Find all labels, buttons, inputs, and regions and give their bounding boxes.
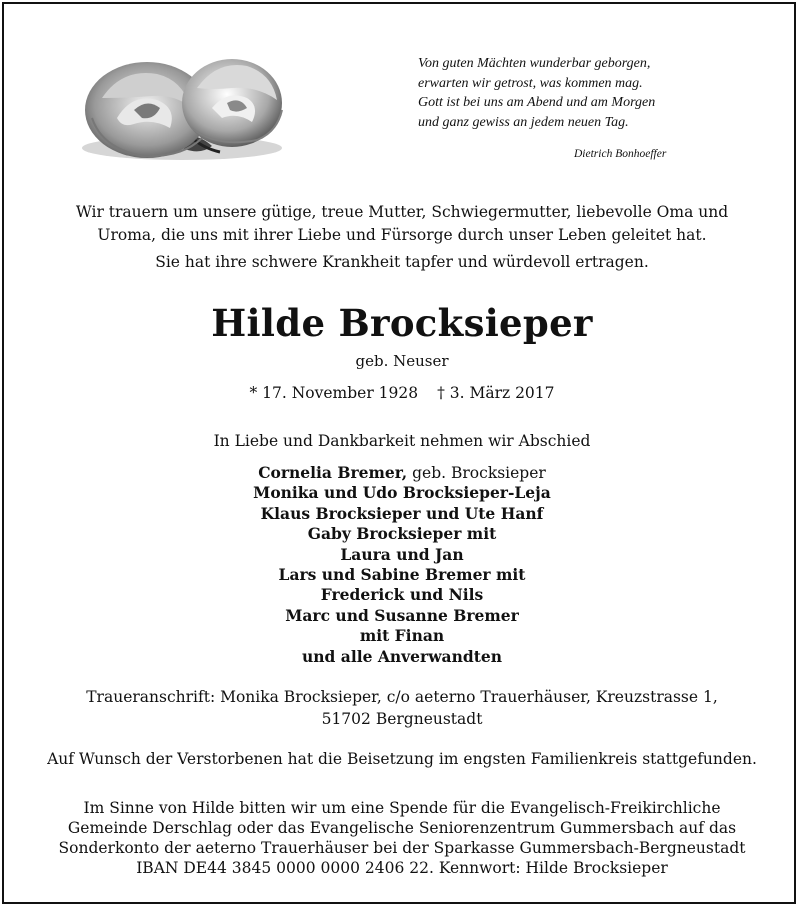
donation-line: IBAN DE44 3845 0000 0000 2406 22. Kennwort: Hilde Brocksieper xyxy=(136,859,668,877)
poem xyxy=(418,54,758,132)
roses-image xyxy=(72,48,292,168)
family-member: Marc und Susanne Bremer xyxy=(285,605,519,625)
intro-text xyxy=(4,201,800,247)
maiden-name: geb. Neuser xyxy=(355,352,449,370)
donation-note xyxy=(4,798,800,878)
birth-date: * 17. November 1928 xyxy=(249,384,419,402)
family-member: Monika und Udo Brocksieper-Leja xyxy=(253,483,551,503)
family-member-name: Cornelia Bremer, xyxy=(258,463,408,482)
poem-line: und ganz gewiss an jedem neuen Tag. xyxy=(418,114,629,130)
poem-line: erwarten wir getrost, was kommen mag. xyxy=(418,75,643,91)
donation-line: Im Sinne von Hilde bitten wir um eine Spende für die Evangelisch-Freikirchliche xyxy=(83,799,721,817)
intro-illness-line: Sie hat ihre schwere Krankheit tapfer und würdevoll ertragen. xyxy=(155,253,649,271)
death-date: † 3. März 2017 xyxy=(437,384,555,402)
address-line: Traueranschrift: Monika Brocksieper, c/o aeterno Trauerhäuser, Kreuzstrasse 1, xyxy=(86,688,718,706)
family-list xyxy=(4,463,800,667)
poem-line: Von guten Mächten wunderbar geborgen, xyxy=(418,56,651,71)
deceased-name: Hilde Brocksieper xyxy=(211,301,593,345)
intro-line: Uroma, die uns mit ihrer Liebe und Fürsorge durch unser Leben geleitet hat. xyxy=(97,226,707,244)
family-member: und alle Anverwandten xyxy=(302,646,502,666)
family-member: mit Finan xyxy=(359,626,445,646)
donation-line: Gemeinde Derschlag oder das Evangelische Seniorenzentrum Gummersbach auf das xyxy=(67,819,737,837)
family-member: Frederick und Nils xyxy=(320,585,484,605)
life-dates xyxy=(4,381,800,405)
mourning-address xyxy=(4,686,800,730)
poem-line: Gott ist bei uns am Abend und am Morgen xyxy=(418,95,656,110)
address-line: 51702 Bergneustadt xyxy=(321,710,483,728)
family-member xyxy=(4,463,800,483)
poem-author: Dietrich Bonhoeffer xyxy=(574,148,667,160)
donation-line: Sonderkonto der aeterno Trauerhäuser bei der Sparkasse Gummersbach-Bergneustadt xyxy=(58,839,746,857)
family-member: Klaus Brocksieper und Ute Hanf xyxy=(260,503,544,523)
obituary-frame xyxy=(2,2,796,904)
family-member: Lars und Sabine Bremer mit xyxy=(278,565,526,585)
burial-note: Auf Wunsch der Verstorbenen hat die Beisetzung im engsten Familienkreis stattgefunden. xyxy=(47,750,757,768)
family-member: Laura und Jan xyxy=(340,544,464,564)
family-member: Gaby Brocksieper mit xyxy=(307,524,497,544)
intro-line: Wir trauern um unsere gütige, treue Mutter, Schwiegermutter, liebevolle Oma und xyxy=(75,203,729,221)
family-member-maiden: geb. Brocksieper xyxy=(407,464,546,482)
farewell-line: In Liebe und Dankbarkeit nehmen wir Abschied xyxy=(213,432,591,450)
